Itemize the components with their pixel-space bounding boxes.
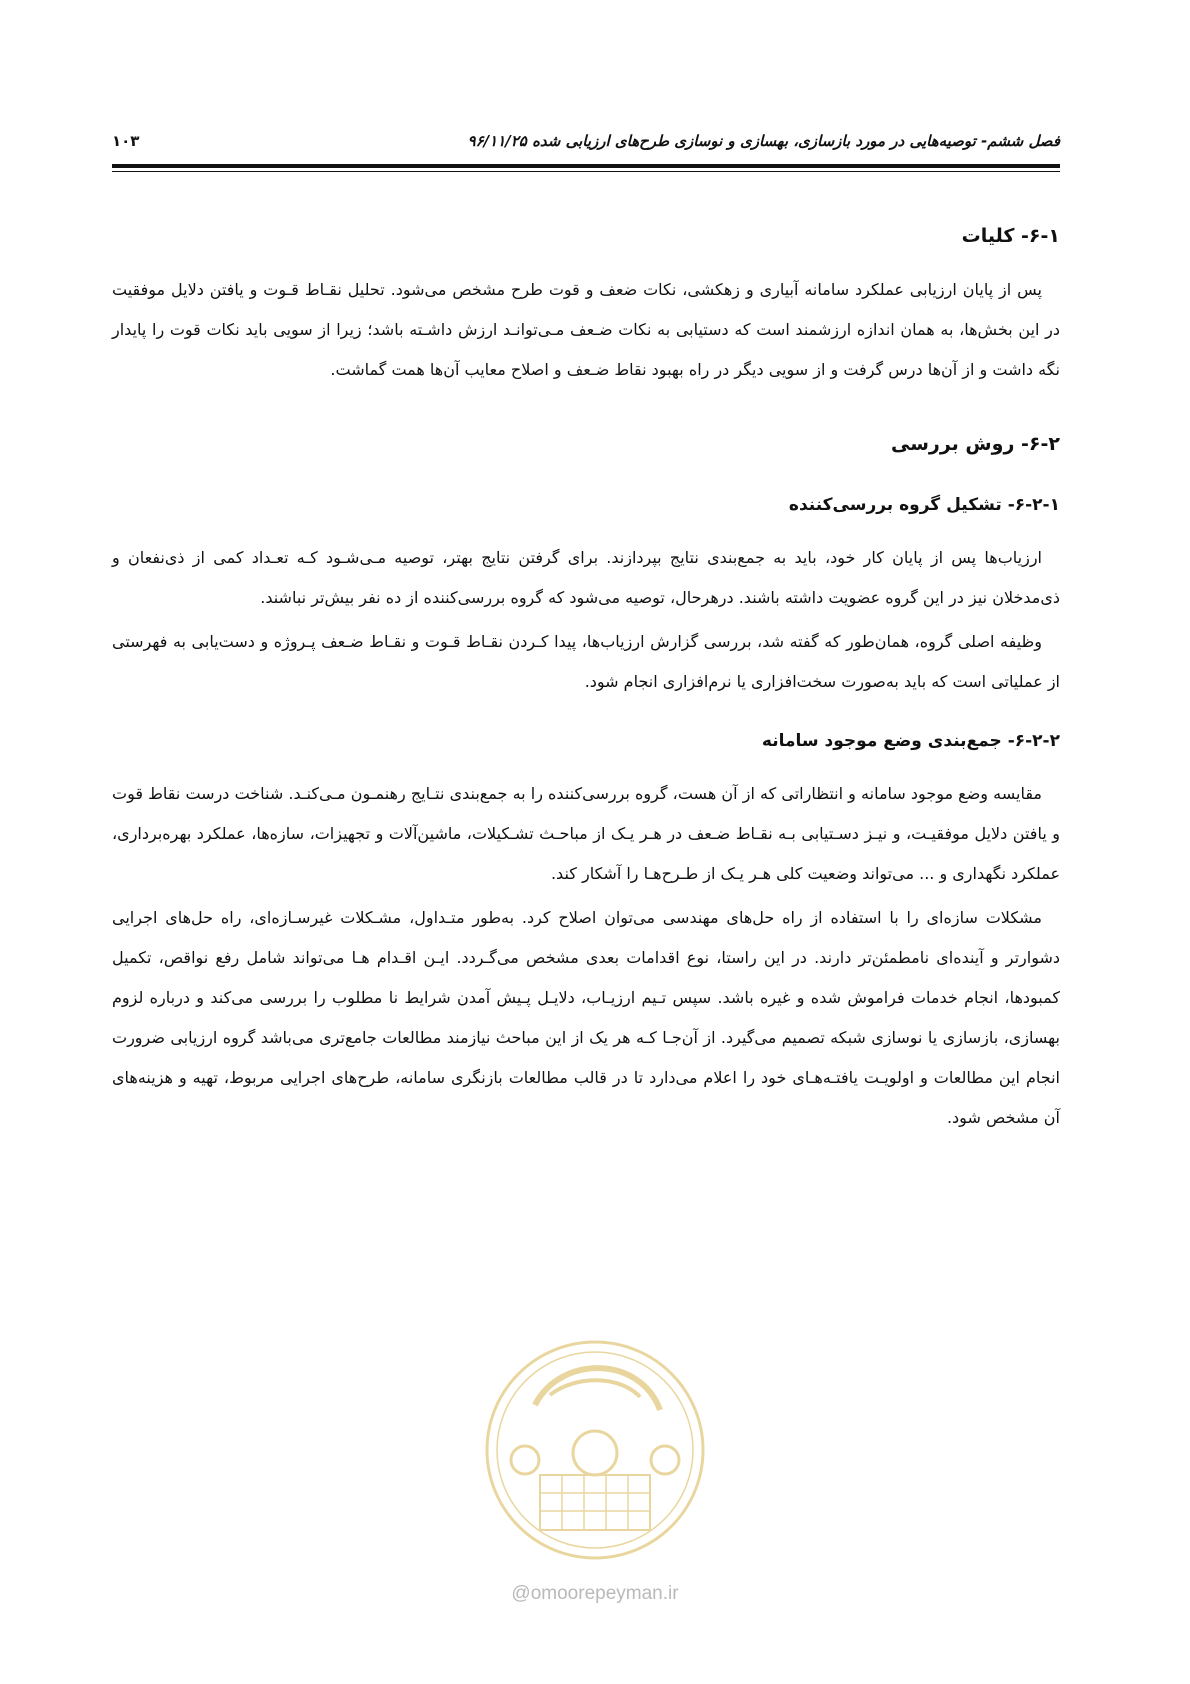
running-header	[112, 128, 1060, 156]
watermark-logo	[480, 1335, 710, 1565]
page-number: ۱۰۳	[112, 132, 140, 150]
heading-6-1: ۶-۱- کلیات	[961, 225, 1060, 247]
header-rule-thin	[112, 171, 1060, 172]
header-rule-thick	[112, 164, 1060, 168]
paragraph-6-1: پس از پایان ارزیابی عملکرد سامانه آبیاری و زهکشی، نکات ضعف و قوت طرح مشخص می‌شود. تحلیل نقـاط قـوت و یافتن دلایل موفقیت در این بخش‌ها، به همان اندازه ارزشمند است که دستیابی به نکات ضـعف مـی‌توانـد ارزش داشـته باشد؛ زیرا از سویی باید نکات قوت را پایدار نگه داشت و از آن‌ها درس گرفت و از سویی دیگر در راه بهبود نقاط ضـعف و اصلاح معایب آن‌ها همت گماشت.	[112, 280, 1060, 379]
watermark-site: @omoorepeyman.ir	[511, 1583, 679, 1604]
heading-6-2: ۶-۲- روش بررسی	[891, 433, 1060, 455]
heading-6-2-2: ۶-۲-۲- جمع‌بندی وضع موجود سامانه	[761, 731, 1060, 751]
paragraph-6-2-1-a: ارزیاب‌ها پس از پایان کار خود، باید به جمع‌بندی نتایج بپردازند. برای گرفتن نتایج بهتر، توصیه مـی‌شـود کـه تعـداد کمی از ذی‌نفعان و ذی‌مدخلان نیز در این گروه عضویت داشته باشند. درهرحال، توصیه می‌شود که گروه بررسی‌کننده از ده نفر بیش‌تر نباشند.	[112, 548, 1060, 607]
paragraph-6-2-2-a: مقایسه وضع موجود سامانه و انتظاراتی که از آن هست، گروه بررسی‌کننده را به جمع‌بندی نتـایج رهنمـون مـی‌کنـد. شناخت درست نقاط قوت و یافتن دلایل موفقیـت، و نیـز دسـتیابی بـه نقـاط ضـعف در هـر یـک از مباحـث تشـکیلات، ماشین‌آلات و تجهیزات، سازه‌ها، عملکرد بهره‌برداری، عملکرد نگهداری و ... می‌تواند وضعیت کلی هـر یـک از طـرح‌هـا را آشکار کند.	[112, 784, 1060, 883]
header-title: فصل ششم- توصیه‌هایی در مورد بازسازی، بهسازی و نوسازی طرح‌های ارزیابی شده ۹۶/۱۱/۲۵	[467, 132, 1060, 150]
paragraph-6-2-2-b: مشکلات سازه‌ای را با استفاده از راه حل‌های مهندسی می‌توان اصلاح کرد. به‌طور متـداول، مشـکلات غیرسـازه‌ای، راه حل‌های اجرایی دشوارتر و آینده‌ای نامطمئن‌تر دارند. در این راستا، نوع اقدامات بعدی مشخص می‌گـردد. ایـن اقـدام هـا می‌تواند شامل رفع نواقص، تکمیل کمبودها، انجام خدمات فراموش شده و غیره باشد. سپس تـیم ارزیـاب، دلایـل پـیش آمدن شرایط نا مطلوب را بررسی می‌کند و درباره لزوم بهسازی، بازسازی یا نوسازی شبکه تصمیم می‌گیرد. از آن‌جـا کـه هر یک از این مباحث نیازمند مطالعات جامع‌تری می‌باشد گروه ارزیابی ضرورت انجام این مطالعات و اولویـت یافتـه‌هـای خود را اعلام می‌دارد تا در قالب مطالعات بازنگری سامانه، طرح‌های اجرایی مربوط، تهیه و هزینه‌های آن مشخص شود.	[112, 908, 1060, 1127]
body-content	[112, 210, 1060, 1138]
paragraph-6-2-1-b: وظیفه اصلی گروه، همان‌طور که گفته شد، بررسی گزارش ارزیاب‌ها، پیدا کـردن نقـاط قـوت و نقـاط ضـعف پـروژه و دست‌یابی به فهرستی از عملیاتی است که باید به‌صورت سخت‌افزاری یا نرم‌افزاری انجام شود.	[112, 632, 1060, 691]
heading-6-2-1: ۶-۲-۱- تشکیل گروه بررسی‌کننده	[788, 495, 1060, 515]
